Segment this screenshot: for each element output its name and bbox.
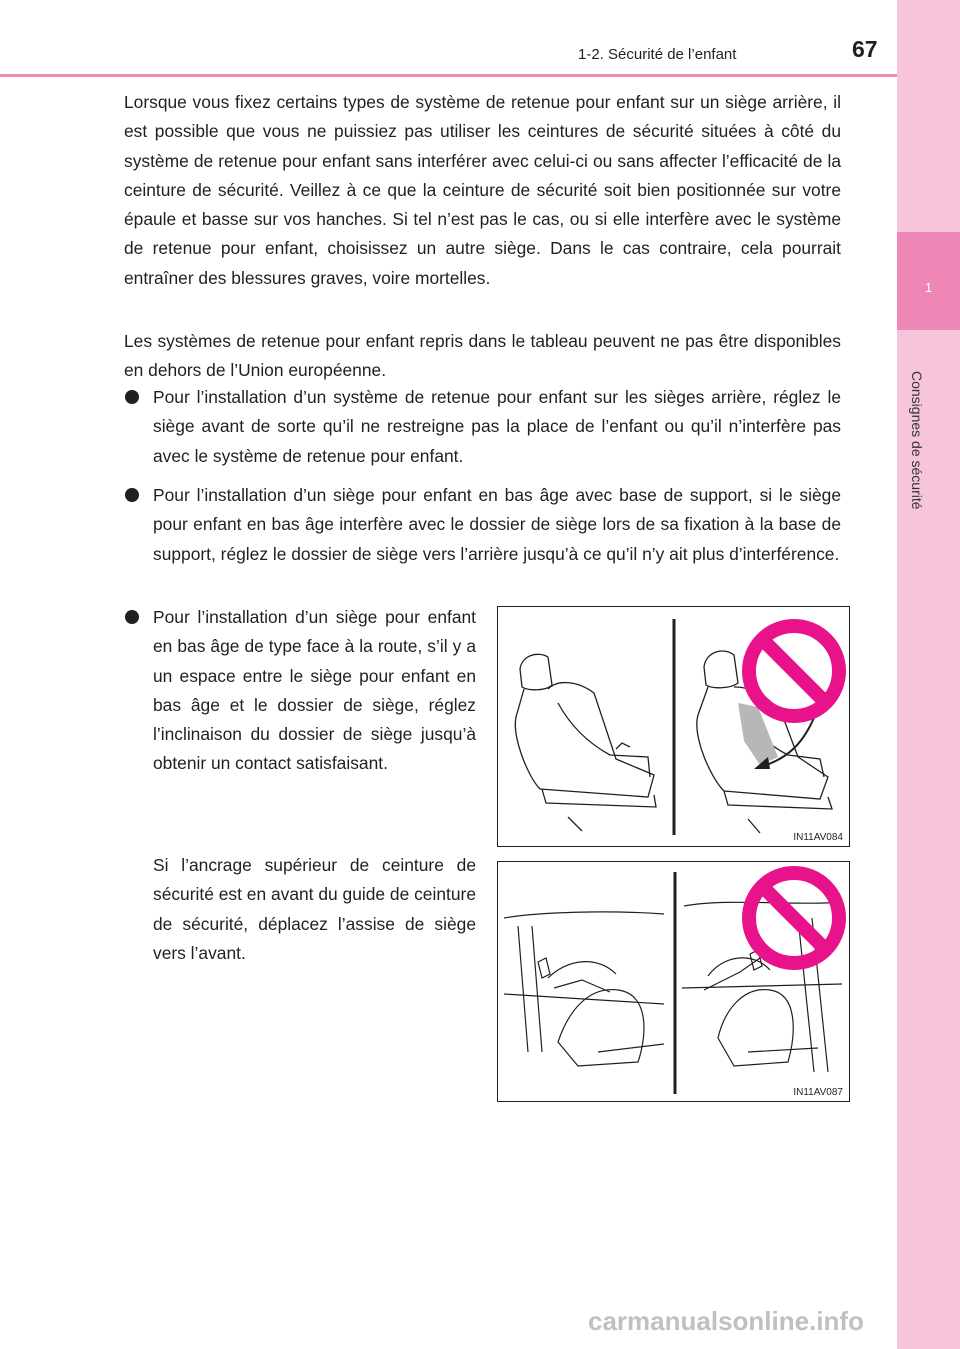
watermark: carmanualsonline.info	[588, 1306, 864, 1336]
bullet-item-front-seat: Pour l’installation d’un système de retenue pour enfant sur les sièges arrière, réglez le siège avant de sorte qu’il ne restreigne pas la place de l’enfant ou qu’il n’interfère pas avec le système de retenue pour enfant.	[153, 387, 841, 466]
seat-illustration	[498, 607, 848, 845]
bullet-icon	[125, 610, 139, 624]
prohibition-icon	[749, 626, 839, 716]
figure-code: IN11AV084	[793, 832, 843, 843]
figure-code: IN11AV087	[793, 1087, 843, 1098]
header-rule	[0, 74, 897, 77]
figure-seat-recline	[497, 606, 850, 847]
bullet-icon	[125, 488, 139, 502]
paragraph-seat-belt-warning: Lorsque vous fixez certains types de système de retenue pour enfant sur un siège arrière, il est possible que vous ne puissiez pas utiliser les ceintures de sécurité situées à côté du système de retenue pour enfant sans interférer avec celui-ci ou sans affecter l’efficacité de la ceinture de sécurité. Veillez à ce que la ceinture de sécurité soit bien positionnée sur votre épaule et basse sur vos hanches. Si tel n’est pas le cas, ou si elle interfère avec le système de retenue pour enfant, choisissez un autre siège. Dans le cas contraire, cela pourrait entraîner des blessures graves, voire mortelles.	[124, 92, 841, 288]
chapter-title	[904, 345, 930, 535]
bullet-icon	[125, 390, 139, 404]
section-title: 1-2. Sécurité de l’enfant	[578, 46, 737, 63]
bullet-item-forward-facing: Pour l’installation d’un siège pour enfant en bas âge de type face à la route, s’il y a un espace entre le siège pour enfant en bas âge et le dossier de siège, réglez l’inclinaison du dossier de siège jusqu’à obtenir un contact satisfaisant.	[153, 607, 476, 774]
chapter-sidebar	[897, 0, 960, 1349]
page-number: 67	[852, 36, 878, 62]
chapter-title-text: Consignes de sécurité	[909, 370, 925, 510]
figure-anchor-position	[497, 861, 850, 1102]
bullet-item-support-base: Pour l’installation d’un siège pour enfant en bas âge avec base de support, si le siège pour enfant en bas âge interfère avec le dossier de siège lors de sa fixation à la base de support, réglez le dossier de siège vers l’arrière jusqu’à ce qu’il n’y ait plus d’interférence.	[153, 485, 841, 564]
chapter-number: 1	[924, 280, 933, 295]
prohibition-icon	[749, 873, 839, 963]
paragraph-anchor: Si l’ancrage supérieur de ceinture de sécurité est en avant du guide de ceinture de sécurité, déplacez l’assise de siège vers l’avant.	[153, 855, 476, 963]
paragraph-eu-availability: Les systèmes de retenue pour enfant repris dans le tableau peuvent ne pas être disponibles en dehors de l’Union européenne.	[124, 331, 841, 381]
interior-illustration	[498, 862, 848, 1100]
